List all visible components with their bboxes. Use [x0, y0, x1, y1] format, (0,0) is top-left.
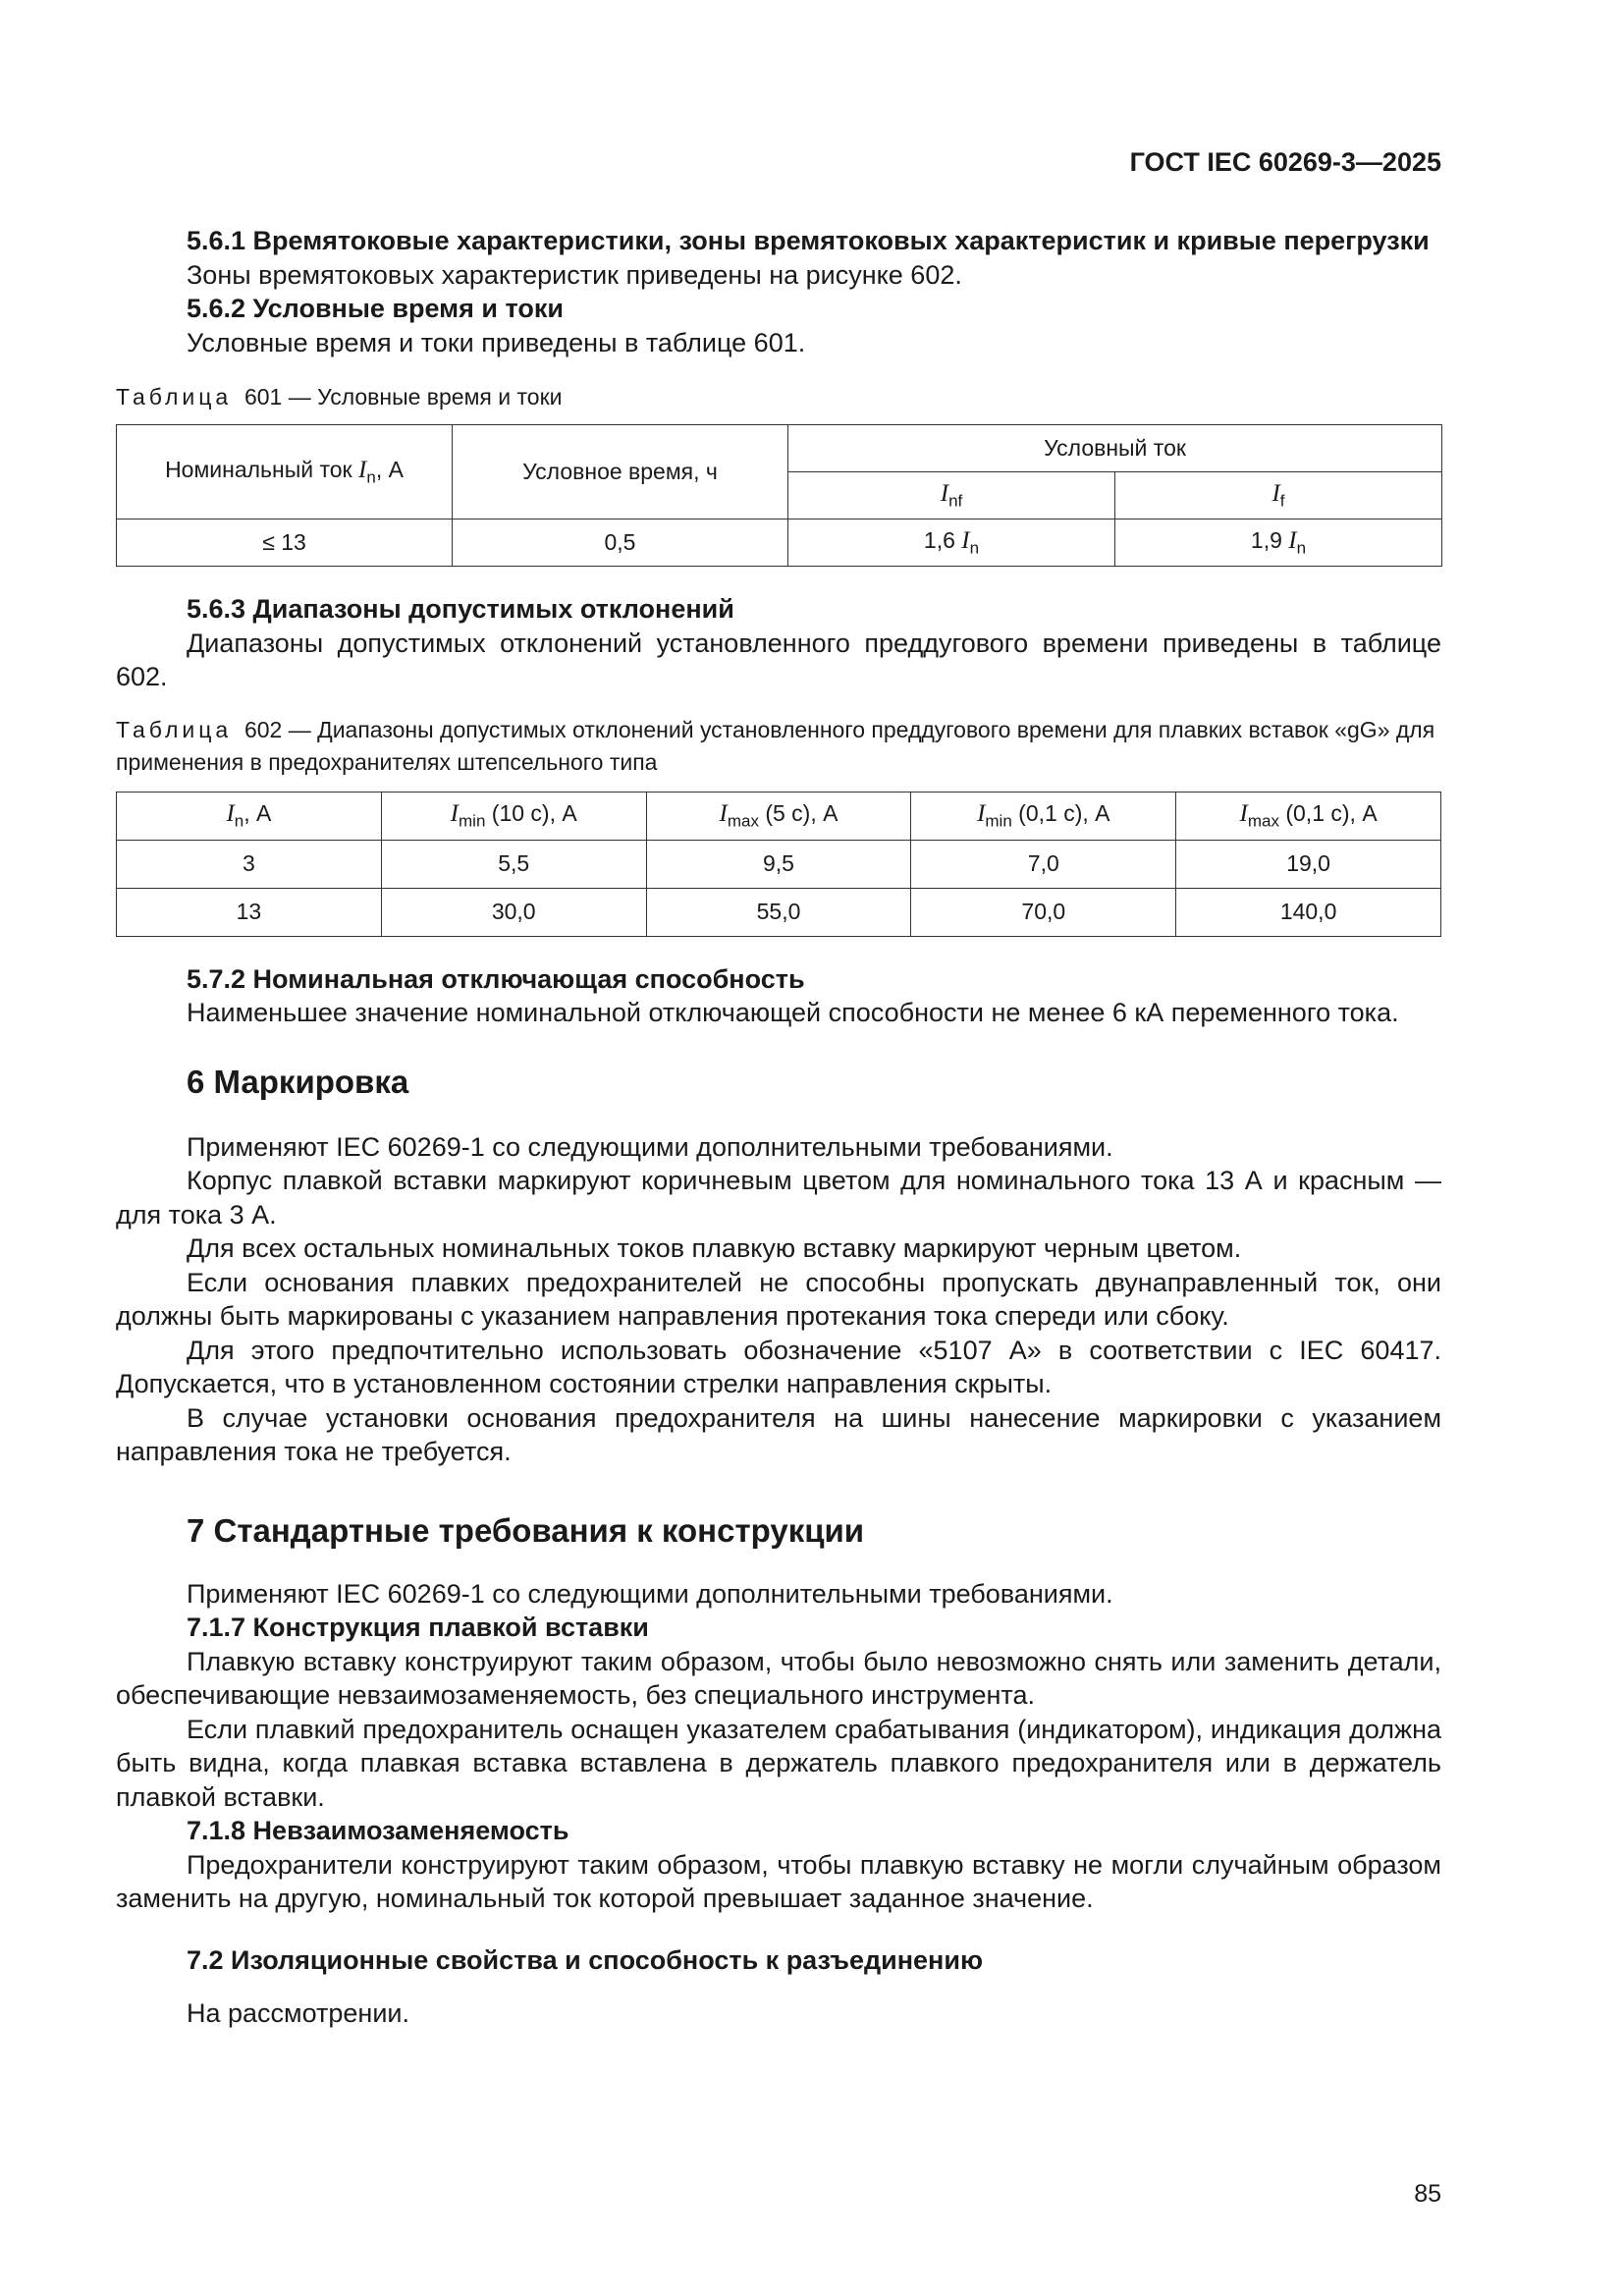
table-601-caption: Таблица 601 — Условные время и токи	[116, 384, 563, 410]
table-row	[117, 519, 1442, 567]
table-cell: 5,5	[381, 840, 646, 888]
header-cell: $I_{max}$ (5 с), А	[646, 792, 911, 840]
header-cell: $I_{max}$ (0,1 с), А	[1176, 792, 1441, 840]
heading-5-6-2: 5.6.2 Условные время и токи	[187, 294, 564, 323]
table-cell: 30,0	[381, 888, 646, 936]
heading-7-2: 7.2 Изоляционные свойства и способность к разъединению	[187, 1944, 984, 1975]
table-cell: 70,0	[911, 888, 1176, 936]
paragraph-7-2: На рассмотрении.	[187, 1998, 410, 2028]
heading-section-6: 6 Маркировка	[187, 1063, 409, 1100]
heading-5-6-1: 5.6.1 Времятоковые характеристики, зоны времятоковых характеристик и кривые перегрузки	[187, 226, 1430, 255]
header-cell-conventional-current: Условный ток	[788, 425, 1442, 472]
table-cell: 7,0	[911, 840, 1176, 888]
heading-section-7: 7 Стандартные требования к конструкции	[187, 1511, 865, 1549]
paragraph-6-5: Для этого предпочтительно использовать обозначение «5107 А» в соответствии с IEC 60417. Допускается, что в установленном состоянии стрелки направления скрыты.	[116, 1335, 1441, 1398]
paragraph-5-6-2: Условные время и токи приведены в таблице 601.	[187, 327, 806, 357]
paragraph-7-1-7-b: Если плавкий предохранитель оснащен указателем срабатывания (индикатором), индикация должна быть видна, когда плавкая вставка вставлена в держатель плавкого предохранителя или в держатель плавкой вставки.	[116, 1714, 1441, 1812]
header-cell-conventional-time: Условное время, ч	[453, 425, 788, 519]
table-601	[116, 424, 1442, 567]
paragraph-7-1: Применяют IEC 60269-1 со следующими дополнительными требованиями.	[187, 1578, 1113, 1609]
paragraph-6-3: Для всех остальных номинальных токов плавкую вставку маркируют черным цветом.	[187, 1233, 1242, 1263]
header-cell: $I_{min}$ (10 с), А	[381, 792, 646, 840]
heading-7-1-7: 7.1.7 Конструкция плавкой вставки	[187, 1613, 649, 1642]
table-cell: 55,0	[646, 888, 911, 936]
table-label: Таблица	[116, 716, 233, 742]
table-label: Таблица	[116, 384, 233, 410]
paragraph-6-2: Корпус плавкой вставки маркируют коричневым цветом для номинального тока 13 А и красным — для тока 3 А.	[116, 1166, 1441, 1230]
table-cell: 3	[117, 840, 382, 888]
heading-7-1-8: 7.1.8 Невзаимозаменяемость	[187, 1816, 569, 1845]
table-row	[117, 425, 1442, 472]
paragraph-5-7-2: Наименьшее значение номинальной отключающей способности не менее 6 кА переменного тока.	[187, 998, 1399, 1027]
table-cell: 19,0	[1176, 840, 1441, 888]
paragraph-5-6-3: Диапазоны допустимых отклонений установленного преддугового времени приведены в таблице 602.	[116, 628, 1441, 691]
table-cell: 1,6 $I_n$	[788, 519, 1115, 567]
paragraph-5-6-1: Зоны времятоковых характеристик приведены на рисунке 602.	[187, 259, 962, 290]
paragraph-7-1-7-a: Плавкую вставку конструируют таким образом, чтобы было невозможно снять или заменить детали, обеспечивающие невзаимозаменяемость, без специального инструмента.	[116, 1646, 1441, 1710]
header-cell-inf: $I_{nf}$	[788, 472, 1115, 519]
table-cell: 13	[117, 888, 382, 936]
table-602-caption: Таблица 602 — Диапазоны допустимых отклонений установленного преддугового времени для плавких вставок «gG» для применения в предохранителях штепсельного типа	[116, 716, 1435, 775]
header-cell: $I_n$, А	[117, 792, 382, 840]
paragraph-7-1-8: Предохранители конструируют таким образом, чтобы плавкую вставку не могли случайным образом заменить на другую, номинальный ток которой превышает заданное значение.	[116, 1849, 1441, 1913]
document-body	[116, 224, 1441, 2031]
table-cell: 9,5	[646, 840, 911, 888]
header-cell: $I_{min}$ (0,1 с), А	[911, 792, 1176, 840]
paragraph-6-4: Если основания плавких предохранителей не способны пропускать двунаправленный ток, они должны быть маркированы с указанием направления протекания тока спереди или сбоку.	[116, 1267, 1441, 1331]
paragraph-6-6: В случае установки основания предохранителя на шины нанесение маркировки с указанием направления тока не требуется.	[116, 1402, 1441, 1466]
heading-5-6-3: 5.6.3 Диапазоны допустимых отклонений	[187, 594, 734, 624]
header-cell-if: $I_f$	[1115, 472, 1442, 519]
table-cell: 140,0	[1176, 888, 1441, 936]
table-cell: ≤ 13	[117, 519, 453, 567]
header-cell-nominal-current: Номинальный ток $I_n$, А	[117, 425, 453, 519]
table-row	[117, 840, 1441, 888]
table-cell: 1,9 $I_n$	[1115, 519, 1442, 567]
table-cell: 0,5	[453, 519, 788, 567]
table-header-row	[117, 792, 1441, 840]
table-602	[116, 792, 1441, 937]
heading-5-7-2: 5.7.2 Номинальная отключающая способность	[187, 963, 805, 994]
page-number: 85	[1414, 2180, 1441, 2208]
paragraph-6-1: Применяют IEC 60269-1 со следующими дополнительными требованиями.	[187, 1131, 1113, 1162]
document-code-header: ГОСТ IEC 60269-3—2025	[1129, 147, 1441, 177]
table-row	[117, 888, 1441, 936]
